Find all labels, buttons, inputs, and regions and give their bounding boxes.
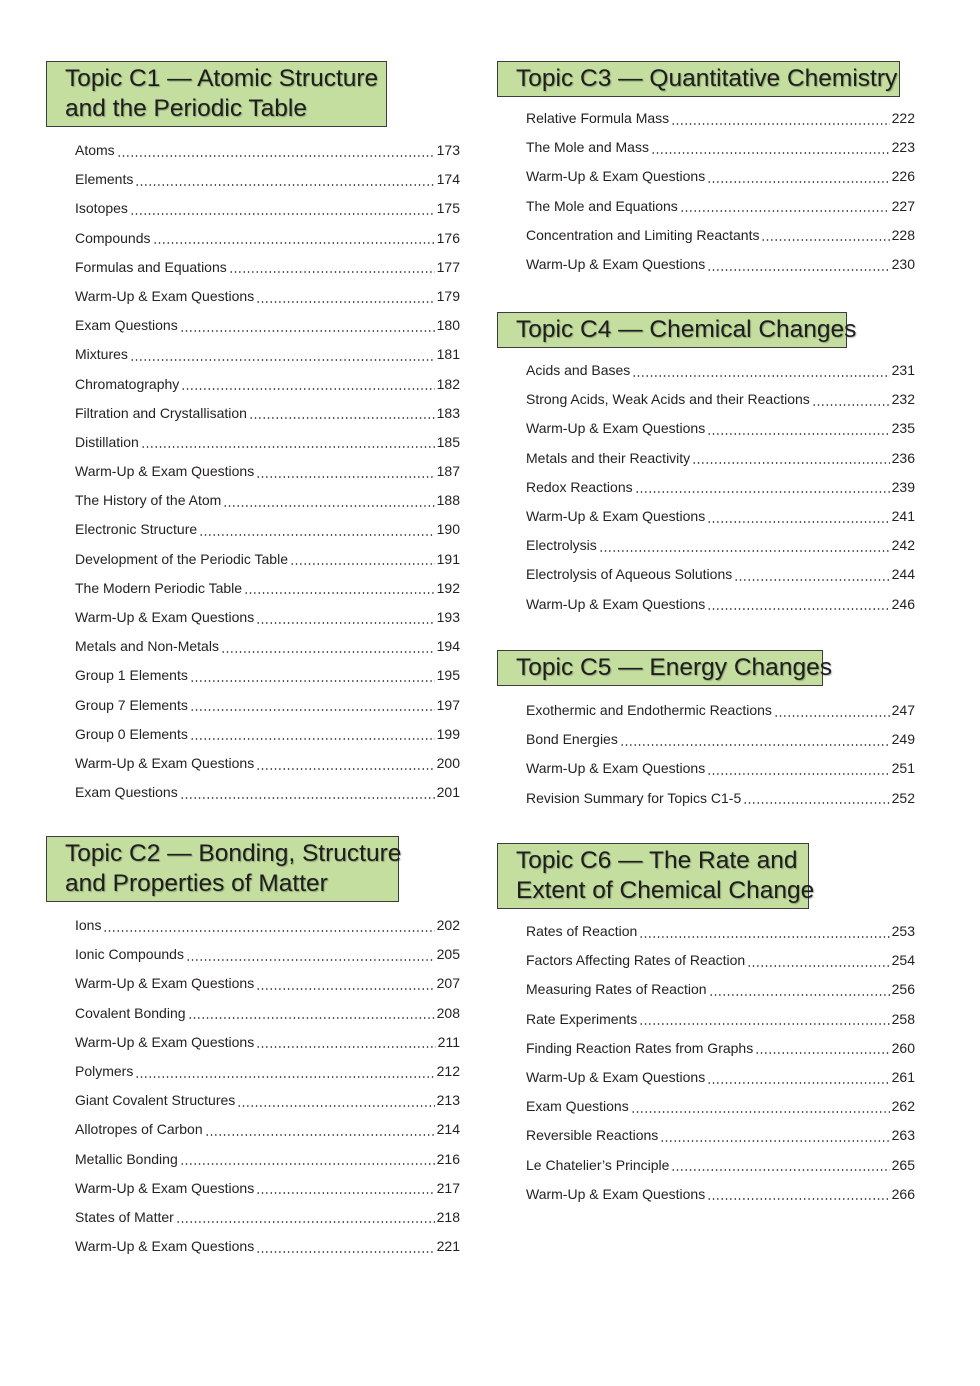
entry-page-number: 256: [891, 981, 915, 998]
dot-leader: [190, 680, 435, 682]
entry-page-number: 249: [891, 731, 915, 748]
toc-entry[interactable]: [75, 370, 460, 399]
topic-c4-heading: [497, 312, 857, 348]
toc-entry[interactable]: [75, 1115, 460, 1144]
dot-leader: [747, 965, 889, 967]
entry-title: Warm-Up & Exam Questions: [75, 1033, 255, 1050]
dot-leader: [135, 1076, 434, 1078]
topic-c1-section: [46, 61, 460, 807]
toc-entry[interactable]: [75, 632, 460, 661]
heading-line: Topic C3 — Quantitative Chemistry: [516, 65, 898, 92]
entry-title: Warm-Up & Exam Questions: [75, 287, 255, 304]
toc-entry[interactable]: [526, 917, 915, 946]
entry-title: Strong Acids, Weak Acids and their Reactions: [526, 391, 810, 408]
toc-entry[interactable]: [526, 1005, 915, 1034]
toc-entry[interactable]: [526, 696, 915, 725]
toc-entry[interactable]: [75, 1174, 460, 1203]
entry-page-number: 182: [436, 375, 460, 392]
entry-title: Covalent Bonding: [75, 1004, 186, 1021]
dot-leader: [692, 462, 889, 464]
toc-entry[interactable]: [526, 192, 915, 221]
toc-entry[interactable]: [526, 1034, 915, 1063]
topic-c1-entries: [75, 136, 460, 807]
dot-leader: [256, 476, 434, 478]
entry-title: Development of the Periodic Table: [75, 550, 288, 567]
toc-entry[interactable]: [526, 133, 915, 162]
entry-title: Metallic Bonding: [75, 1150, 178, 1167]
entry-title: Finding Reaction Rates from Graphs: [526, 1039, 754, 1056]
heading-line: Topic C4 — Chemical Changes: [516, 316, 857, 343]
toc-entry[interactable]: [75, 194, 460, 223]
toc-entry[interactable]: [75, 1203, 460, 1232]
toc-entry[interactable]: [526, 473, 915, 502]
entry-title: Bond Energies: [526, 731, 618, 748]
dot-leader: [249, 417, 435, 419]
entry-title: Metals and Non-Metals: [75, 638, 219, 655]
dot-leader: [599, 550, 890, 552]
dot-leader: [671, 1169, 889, 1171]
toc-entry[interactable]: [526, 444, 915, 473]
entry-page-number: 199: [436, 725, 460, 742]
dot-leader: [229, 271, 435, 273]
entry-page-number: 212: [436, 1062, 460, 1079]
entry-title: Group 7 Elements: [75, 696, 188, 713]
entry-page-number: 242: [891, 537, 915, 554]
toc-entry[interactable]: [75, 486, 460, 515]
toc-entry[interactable]: [75, 136, 460, 165]
dot-leader: [244, 592, 435, 594]
entry-page-number: 260: [891, 1039, 915, 1056]
dot-leader: [256, 1251, 434, 1253]
entry-page-number: 202: [436, 917, 460, 933]
toc-entry[interactable]: [75, 1232, 460, 1261]
entry-title: Filtration and Crystallisation: [75, 404, 247, 421]
entry-title: Isotopes: [75, 200, 128, 217]
toc-entry[interactable]: [526, 1151, 915, 1180]
dot-leader: [186, 959, 435, 961]
topic-c1-heading: [46, 61, 387, 127]
entry-page-number: 193: [436, 609, 460, 625]
dot-leader: [181, 388, 434, 390]
toc-entry[interactable]: [75, 253, 460, 282]
entry-title: Warm-Up & Exam Questions: [75, 463, 255, 480]
entry-page-number: 192: [436, 579, 460, 596]
entry-page-number: 195: [436, 667, 460, 684]
entry-title: Warm-Up & Exam Questions: [526, 168, 706, 185]
dot-leader: [256, 1046, 435, 1048]
toc-entry[interactable]: [75, 340, 460, 369]
topic-c6-section: [497, 843, 915, 1209]
entry-title: Elements: [75, 171, 134, 188]
entry-title: Distillation: [75, 433, 139, 450]
heading-line: Extent of Chemical Change: [516, 877, 815, 904]
entry-title: The Mole and Mass: [526, 139, 649, 156]
entry-title: Warm-Up & Exam Questions: [526, 1068, 706, 1085]
entry-page-number: 194: [436, 638, 460, 655]
entry-title: Revision Summary for Topics C1-5: [526, 789, 742, 806]
toc-entry[interactable]: [526, 531, 915, 560]
entry-title: Group 0 Elements: [75, 725, 188, 742]
entry-title: Warm-Up & Exam Questions: [75, 1238, 255, 1255]
dot-leader: [743, 802, 889, 804]
dot-leader: [256, 1192, 434, 1194]
toc-entry[interactable]: [526, 104, 915, 133]
dot-leader: [635, 491, 890, 493]
entry-page-number: 201: [436, 784, 460, 801]
dot-leader: [707, 181, 889, 183]
entry-title: Electrolysis: [526, 537, 597, 554]
dot-leader: [190, 709, 435, 711]
entry-page-number: 187: [436, 463, 460, 480]
topic-c5-entries: [526, 696, 915, 813]
entry-title: Warm-Up & Exam Questions: [75, 975, 255, 992]
entry-title: Warm-Up & Exam Questions: [75, 1179, 255, 1196]
entry-page-number: 205: [436, 946, 460, 963]
entry-page-number: 235: [891, 420, 915, 437]
entry-page-number: 218: [436, 1208, 460, 1225]
entry-title: Compounds: [75, 229, 151, 246]
toc-entry[interactable]: [526, 1092, 915, 1121]
dot-leader: [256, 988, 434, 990]
entry-page-number: 251: [891, 760, 915, 777]
toc-entry[interactable]: [526, 221, 915, 250]
entry-page-number: 179: [436, 287, 460, 304]
dot-leader: [761, 239, 889, 241]
toc-entry[interactable]: [526, 356, 915, 385]
toc-entry[interactable]: [75, 691, 460, 720]
entry-page-number: 262: [891, 1098, 915, 1115]
dot-leader: [153, 242, 435, 244]
entry-page-number: 226: [891, 168, 915, 185]
dot-leader: [707, 269, 889, 271]
toc-entry[interactable]: [526, 414, 915, 443]
entry-title: Atoms: [75, 142, 115, 158]
dot-leader: [290, 563, 435, 565]
topic-c3-section: [497, 61, 915, 279]
entry-title: Ionic Compounds: [75, 946, 184, 963]
entry-page-number: 181: [436, 346, 460, 363]
entry-page-number: 228: [891, 226, 915, 243]
dot-leader: [660, 1140, 889, 1142]
toc-entry[interactable]: [526, 162, 915, 191]
entry-page-number: 185: [436, 433, 460, 450]
toc-entry[interactable]: [75, 661, 460, 690]
toc-entry[interactable]: [75, 165, 460, 194]
toc-entry[interactable]: [75, 457, 460, 486]
toc-entry[interactable]: [75, 399, 460, 428]
entry-page-number: 244: [891, 566, 915, 583]
heading-line: Topic C1 — Atomic Structure: [65, 65, 379, 92]
dot-leader: [671, 123, 889, 125]
toc-entry[interactable]: [75, 720, 460, 749]
entry-page-number: 266: [891, 1185, 915, 1202]
topic-c5-section: [497, 650, 915, 813]
heading-line: Topic C5 — Energy Changes: [516, 654, 832, 681]
toc-entry[interactable]: [75, 1145, 460, 1174]
entry-page-number: 190: [436, 521, 460, 538]
dot-leader: [256, 622, 434, 624]
toc-entry[interactable]: [75, 749, 460, 778]
toc-entry[interactable]: [75, 1057, 460, 1086]
entry-title: Warm-Up & Exam Questions: [526, 595, 706, 612]
entry-title: Electrolysis of Aqueous Solutions: [526, 566, 733, 583]
entry-page-number: 173: [436, 142, 460, 158]
toc-entry[interactable]: [526, 385, 915, 414]
entry-page-number: 216: [436, 1150, 460, 1167]
entry-title: Mixtures: [75, 346, 128, 363]
entry-title: Metals and their Reactivity: [526, 449, 691, 466]
dot-leader: [680, 210, 890, 212]
toc-entry[interactable]: [75, 603, 460, 632]
entry-page-number: 183: [436, 404, 460, 421]
dot-leader: [734, 579, 889, 581]
entry-page-number: 252: [891, 789, 915, 806]
entry-title: States of Matter: [75, 1208, 174, 1225]
entry-title: Chromatography: [75, 375, 180, 392]
dot-leader: [176, 1221, 435, 1223]
toc-entry[interactable]: [526, 590, 915, 619]
dot-leader: [180, 330, 435, 332]
dot-leader: [117, 155, 435, 157]
entry-page-number: 200: [436, 754, 460, 771]
entry-title: Exothermic and Endothermic Reactions: [526, 702, 772, 718]
entry-page-number: 230: [891, 255, 915, 272]
topic-c2-entries: [75, 911, 460, 1261]
entry-page-number: 253: [891, 923, 915, 939]
toc-entry[interactable]: [75, 969, 460, 998]
entry-title: Ions: [75, 917, 102, 933]
entry-page-number: 246: [891, 595, 915, 612]
entry-page-number: 261: [891, 1068, 915, 1085]
entry-title: Warm-Up & Exam Questions: [526, 760, 706, 777]
dot-leader: [180, 797, 435, 799]
toc-entry[interactable]: [526, 250, 915, 279]
dot-leader: [256, 301, 434, 303]
toc-entry[interactable]: [526, 1063, 915, 1092]
entry-title: Le Chatelier’s Principle: [526, 1156, 670, 1173]
entry-page-number: 213: [436, 1092, 460, 1109]
dot-leader: [130, 359, 435, 361]
entry-title: Group 1 Elements: [75, 667, 188, 684]
toc-entry[interactable]: [75, 940, 460, 969]
topic-c5-heading: [497, 650, 832, 686]
entry-page-number: 241: [891, 507, 915, 524]
entry-page-number: 231: [891, 362, 915, 378]
toc-entry[interactable]: [526, 725, 915, 754]
topic-c4-entries: [526, 356, 915, 619]
entry-page-number: 197: [436, 696, 460, 713]
dot-leader: [707, 773, 889, 775]
entry-page-number: 222: [891, 110, 915, 126]
toc-entry[interactable]: [526, 502, 915, 531]
dot-leader: [199, 534, 434, 536]
entry-title: The Modern Periodic Table: [75, 579, 243, 596]
entry-page-number: 247: [891, 702, 915, 718]
entry-title: Warm-Up & Exam Questions: [526, 1185, 706, 1202]
entry-page-number: 232: [891, 391, 915, 408]
entry-page-number: 227: [891, 197, 915, 214]
dot-leader: [141, 446, 435, 448]
entry-page-number: 223: [891, 139, 915, 156]
dot-leader: [755, 1052, 889, 1054]
toc-entry[interactable]: [75, 224, 460, 253]
entry-page-number: 239: [891, 478, 915, 495]
entry-title: Redox Reactions: [526, 478, 633, 495]
entry-page-number: 175: [436, 200, 460, 217]
entry-title: Exam Questions: [75, 784, 178, 801]
topic-c3-heading: [497, 61, 900, 97]
toc-entry[interactable]: [75, 545, 460, 574]
topic-c2-heading: [46, 836, 402, 902]
dot-leader: [651, 152, 890, 154]
entry-page-number: 217: [436, 1179, 460, 1196]
entry-title: Reversible Reactions: [526, 1127, 659, 1144]
entry-title: Exam Questions: [526, 1098, 629, 1115]
entry-page-number: 180: [436, 317, 460, 334]
entry-page-number: 265: [891, 1156, 915, 1173]
entry-title: Warm-Up & Exam Questions: [526, 255, 706, 272]
dot-leader: [205, 1134, 435, 1136]
toc-entry[interactable]: [75, 574, 460, 603]
topic-c6-heading: [497, 843, 815, 909]
toc-entry[interactable]: [75, 282, 460, 311]
dot-leader: [256, 768, 434, 770]
topic-c2-section: [46, 836, 460, 1261]
topic-c6-entries: [526, 917, 915, 1209]
dot-leader: [707, 521, 889, 523]
heading-line: and the Periodic Table: [65, 95, 307, 122]
entry-title: Giant Covalent Structures: [75, 1092, 236, 1109]
dot-leader: [237, 1105, 434, 1107]
dot-leader: [631, 1111, 890, 1113]
dot-leader: [709, 994, 890, 996]
dot-leader: [707, 1082, 889, 1084]
toc-entry[interactable]: [75, 1028, 460, 1057]
topic-c3-entries: [526, 104, 915, 279]
dot-leader: [221, 651, 435, 653]
entry-page-number: 176: [436, 229, 460, 246]
dot-leader: [130, 213, 435, 215]
dot-leader: [812, 404, 890, 406]
entry-title: Exam Questions: [75, 317, 178, 334]
toc-entry[interactable]: [75, 515, 460, 544]
dot-leader: [135, 184, 434, 186]
toc-entry[interactable]: [526, 560, 915, 589]
entry-title: Rates of Reaction: [526, 923, 638, 939]
dot-leader: [639, 936, 889, 938]
entry-page-number: 221: [436, 1238, 460, 1255]
heading-line: Topic C2 — Bonding, Structure: [65, 840, 402, 867]
entry-page-number: 188: [436, 492, 460, 509]
dot-leader: [707, 433, 889, 435]
dot-leader: [632, 375, 889, 377]
entry-title: Allotropes of Carbon: [75, 1121, 203, 1138]
entry-page-number: 207: [436, 975, 460, 992]
entry-title: Rate Experiments: [526, 1010, 638, 1027]
toc-entry[interactable]: [526, 1180, 915, 1209]
dot-leader: [707, 1198, 889, 1200]
entry-title: Acids and Bases: [526, 362, 631, 378]
dot-leader: [774, 715, 890, 717]
entry-title: Electronic Structure: [75, 521, 198, 538]
entry-title: The History of the Atom: [75, 492, 222, 509]
entry-title: Relative Formula Mass: [526, 110, 670, 126]
topic-c4-section: [497, 312, 915, 619]
toc-entry[interactable]: [526, 754, 915, 783]
entry-page-number: 177: [436, 258, 460, 275]
entry-page-number: 191: [436, 550, 460, 567]
toc-entry[interactable]: [526, 975, 915, 1004]
entry-title: Formulas and Equations: [75, 258, 227, 275]
heading-line: Topic C6 — The Rate and: [516, 847, 798, 874]
dot-leader: [223, 505, 434, 507]
dot-leader: [188, 1017, 435, 1019]
dot-leader: [190, 738, 435, 740]
entry-page-number: 236: [891, 449, 915, 466]
entry-title: Concentration and Limiting Reactants: [526, 226, 760, 243]
heading-line: and Properties of Matter: [65, 870, 328, 897]
entry-title: Warm-Up & Exam Questions: [75, 609, 255, 625]
toc-entry[interactable]: [526, 1121, 915, 1150]
entry-title: Polymers: [75, 1062, 134, 1079]
toc-entry[interactable]: [75, 999, 460, 1028]
entry-title: The Mole and Equations: [526, 197, 678, 214]
dot-leader: [620, 744, 890, 746]
entry-page-number: 214: [436, 1121, 460, 1138]
entry-page-number: 211: [437, 1033, 460, 1050]
dot-leader: [707, 608, 889, 610]
entry-title: Warm-Up & Exam Questions: [526, 507, 706, 524]
entry-page-number: 174: [436, 171, 460, 188]
toc-entry[interactable]: [75, 311, 460, 340]
entry-page-number: 208: [436, 1004, 460, 1021]
entry-page-number: 254: [891, 952, 915, 969]
entry-page-number: 258: [891, 1010, 915, 1027]
entry-title: Factors Affecting Rates of Reaction: [526, 952, 746, 969]
toc-entry[interactable]: [526, 946, 915, 975]
toc-entry[interactable]: [75, 911, 460, 940]
toc-entry[interactable]: [75, 778, 460, 807]
toc-entry[interactable]: [75, 1086, 460, 1115]
dot-leader: [639, 1023, 889, 1025]
toc-entry[interactable]: [526, 784, 915, 813]
entry-title: Measuring Rates of Reaction: [526, 981, 707, 998]
dot-leader: [180, 1163, 435, 1165]
toc-entry[interactable]: [75, 428, 460, 457]
dot-leader: [103, 930, 434, 932]
entry-title: Warm-Up & Exam Questions: [526, 420, 706, 437]
entry-page-number: 263: [891, 1127, 915, 1144]
entry-title: Warm-Up & Exam Questions: [75, 754, 255, 771]
